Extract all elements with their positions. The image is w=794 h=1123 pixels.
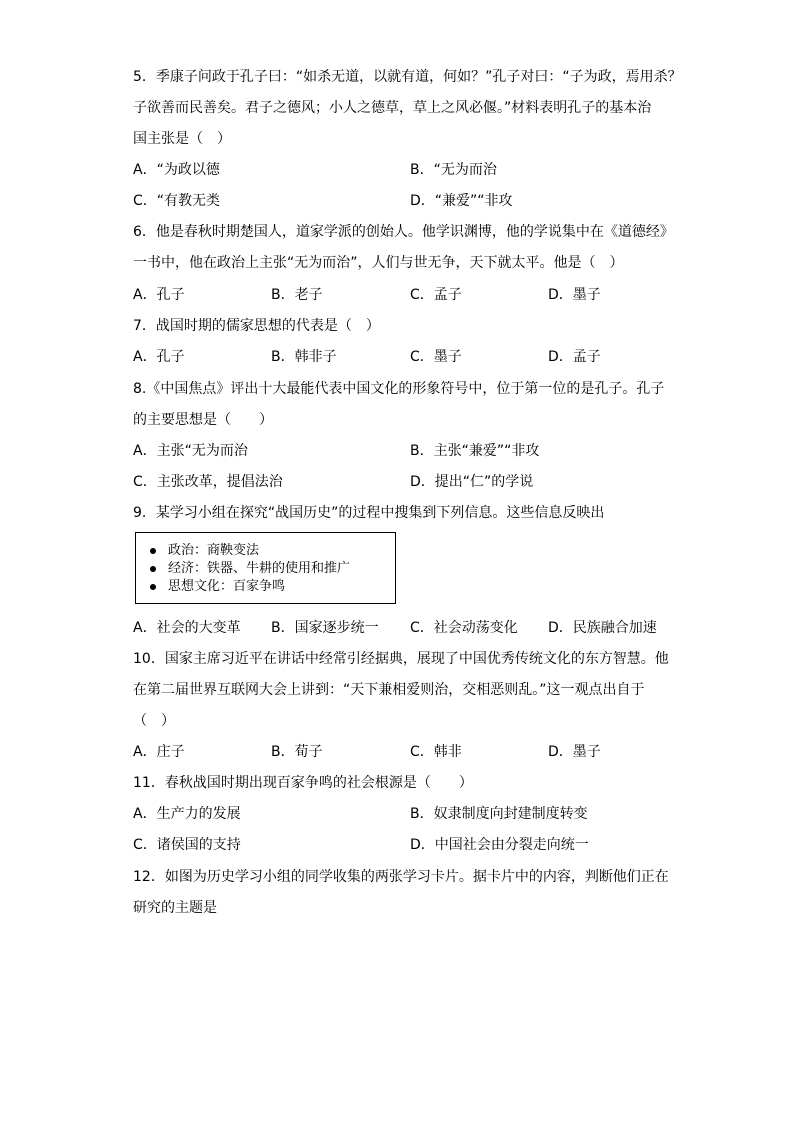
q10-line-2: 在第二届世界互联网大会上讲到：“天下兼相爱则治，交相恶则乱。”这一观点出自于 (133, 682, 645, 698)
q8-option-d: D．提出“仁”的学说 (410, 474, 534, 490)
q7-option-a: A．孔子 (133, 349, 185, 365)
q7-option-b: B．韩非子 (271, 349, 337, 365)
q5-line-1: 5．季康子问政于孔子曰：“如杀无道，以就有道，何如？”孔子对曰：“子为政，焉用杀？ (133, 69, 682, 85)
q8-line-1: 8.《中国焦点》评出十大最能代表中国文化的形象符号中，位于第一位的是孔子。孔子 (133, 381, 665, 397)
q11-line-1: 11．春秋战国时期出现百家争鸣的社会根源是（ ） (133, 775, 473, 791)
q8-option-b: B．主张“兼爱”“非攻 (410, 443, 540, 459)
q11-option-b: B．奴隶制度向封建制度转变 (410, 806, 588, 822)
q6-option-a: A．孔子 (133, 287, 185, 303)
q9-line-1: 9．某学习小组在探究“战国历史”的过程中搜集到下列信息。这些信息反映出 (133, 505, 605, 521)
q10-line-3: （ ） (133, 713, 175, 729)
q12-line-1: 12．如图为历史学习小组的同学收集的两张学习卡片。据卡片中的内容，判断他们正在 (133, 869, 669, 885)
info-box-item (150, 578, 285, 595)
q5-line-2: 子欲善而民善矣。君子之德风；小人之德草，草上之风必偃。”材料表明孔子的基本治 (133, 100, 652, 116)
q10-option-b: B．荀子 (271, 744, 323, 760)
q6-option-c: C．孟子 (410, 287, 462, 303)
q7-option-c: C．墨子 (410, 349, 462, 365)
q10-line-1: 10．国家主席习近平在讲话中经常引经据典，展现了中国优秀传统文化的东方智慧。他 (133, 651, 669, 667)
q8-option-c: C．主张改革，提倡法治 (133, 474, 283, 490)
info-economy: 经济：铁器、牛耕的使用和推广 (168, 561, 351, 576)
q10-option-c: C．韩非 (410, 744, 462, 760)
q9-option-c: C．社会动荡变化 (410, 620, 518, 636)
q5-option-b: B．“无为而治 (410, 162, 497, 178)
bullet-icon (150, 566, 156, 572)
q12-line-2: 研究的主题是 (133, 900, 217, 916)
q6-option-d: D．墨子 (548, 287, 601, 303)
q5-option-d: D．“兼爱”“非攻 (410, 193, 513, 209)
q7-line-1: 7．战国时期的儒家思想的代表是（ ） (133, 318, 380, 334)
q9-option-d: D．民族融合加速 (548, 620, 657, 636)
bullet-icon (150, 548, 156, 554)
q6-line-2: 一书中，他在政治上主张“无为而治”，人们与世无争，天下就太平。他是（ ） (133, 255, 624, 271)
info-box-item (150, 560, 350, 577)
q10-option-d: D．墨子 (548, 744, 601, 760)
q5-option-a: A．“为政以德 (133, 162, 220, 178)
q10-option-a: A．庄子 (133, 744, 185, 760)
info-box-item (150, 542, 259, 559)
q6-option-b: B．老子 (271, 287, 323, 303)
info-politics: 政治：商鞅变法 (168, 543, 260, 558)
bullet-icon (150, 584, 156, 590)
q11-option-c: C．诸侯国的支持 (133, 837, 241, 853)
q5-line-3: 国主张是（ ） (133, 131, 231, 147)
q9-option-a: A．社会的大变革 (133, 620, 241, 636)
q7-option-d: D．孟子 (548, 349, 601, 365)
q8-option-a: A．主张“无为而治 (133, 443, 248, 459)
info-box (135, 532, 396, 604)
q9-option-b: B．国家逐步统一 (271, 620, 379, 636)
q8-line-2: 的主要思想是（ ） (133, 412, 273, 428)
q11-option-d: D．中国社会由分裂走向统一 (410, 837, 589, 853)
q6-line-1: 6．他是春秋时期楚国人，道家学派的创始人。他学识渊博，他的学说集中在《道德经》 (133, 224, 674, 240)
q11-option-a: A．生产力的发展 (133, 806, 241, 822)
q5-option-c: C．“有教无类 (133, 193, 221, 209)
info-culture: 思想文化：百家争鸣 (168, 579, 286, 594)
